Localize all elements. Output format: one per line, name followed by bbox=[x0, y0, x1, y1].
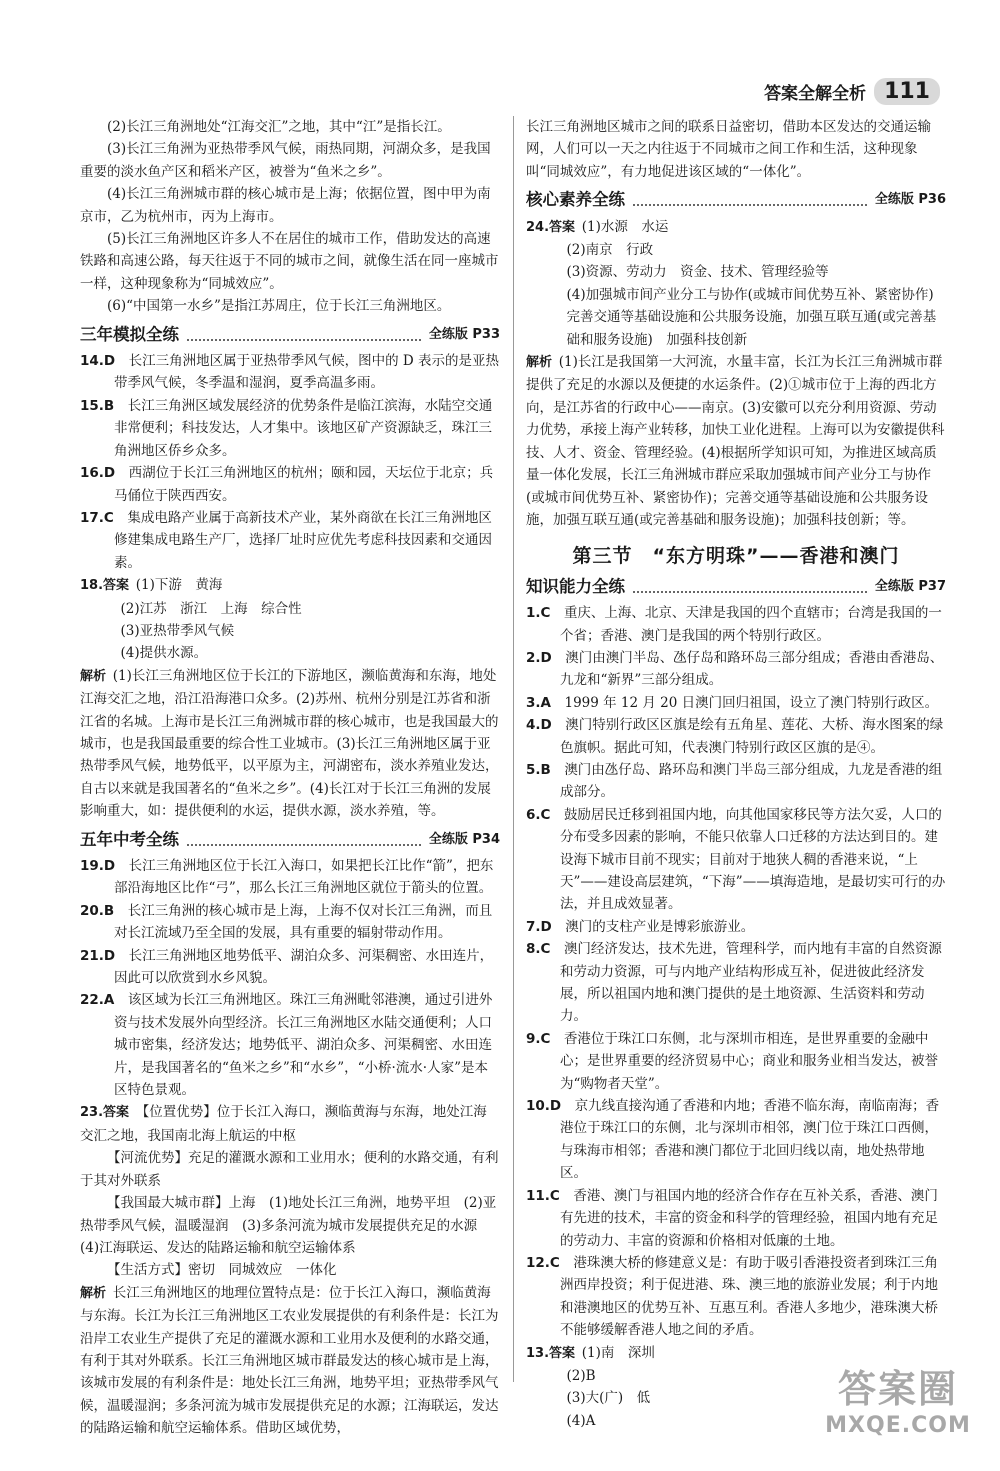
item-number: 5.B bbox=[526, 761, 551, 778]
paragraph: (2)长江三角洲地处“江海交汇”之地，其中“江”是指长江。 bbox=[107, 119, 451, 135]
item-text: 鼓励居民迁移到祖国内地，向其他国家移民等方法欠妥，人口的分布受多因素的影响，不能只依靠人口迁移的方法达到目的。建设海下城市目前不现实；目前对于地狭人稠的香港来说，“上天”——建设高层建筑，“下海”——填海造地，是最切实可行的办法，并且成效显著。 bbox=[560, 806, 946, 913]
item-number: 10.D bbox=[526, 1098, 562, 1115]
answer-item bbox=[80, 350, 500, 395]
answer-item bbox=[526, 916, 946, 938]
item-text: 京九线直接沟通了香港和内地；香港不临东海，南临南海；香港位于珠江口的东侧，北与深圳市相邻，澳门位于珠江口西侧，与珠海市相邻；香港和澳门都位于北回归线以南，地处热带地区。 bbox=[560, 1098, 940, 1182]
answer-item bbox=[526, 759, 946, 804]
answer-label: 13.答案 bbox=[526, 1345, 576, 1361]
left-column bbox=[80, 116, 500, 1440]
item-text: 长江三角洲地区属于亚热带季风气候，图中的 D 表示的是亚热带季风气候，冬季温和湿润，夏季高温多雨。 bbox=[114, 353, 500, 392]
answer-item bbox=[526, 692, 946, 714]
answer-label: 18.答案 bbox=[80, 578, 130, 594]
item-text: 该区域为长江三角洲地区。珠江三角洲毗邻港澳，通过引进外资与技术发展外向型经济。长江三角洲地区水陆交通便利；人口城市密集，经济发达；地势低平、湖泊众多、河渠稠密、水田连片，是我国著名的“鱼米之乡”和“水乡”，“小桥·流水·人家”是本区特色景观。 bbox=[114, 992, 493, 1099]
dotted-leader bbox=[633, 581, 867, 593]
watermark-text: 答案圈 bbox=[837, 1367, 958, 1411]
dotted-leader bbox=[187, 329, 421, 341]
answer-item bbox=[526, 1095, 946, 1185]
answer-item bbox=[80, 395, 500, 462]
answer-item bbox=[80, 900, 500, 945]
section-title: 五年中考全练 bbox=[80, 829, 179, 849]
answer-item bbox=[80, 989, 500, 1101]
item-number: 1.C bbox=[526, 605, 551, 622]
item-number: 8.C bbox=[526, 941, 551, 958]
item-text: 香港位于珠江口东侧，北与深圳市相连，是世界重要的金融中心；是世界重要的经济贸易中心；商业和服务业相当发达，被誉为“购物者天堂”。 bbox=[560, 1030, 938, 1092]
answer-subitem: (3)亚热带季风气候 bbox=[120, 622, 235, 639]
explanation-block bbox=[80, 1282, 500, 1440]
item-text: 澳门经济发达，技术先进，管理科学，而内地有丰富的自然资源和劳动力资源，可与内地产业结构形成互补，促进彼此经济发展，所以祖国内地和澳门提供的是土地资源、生活资料和劳动力。 bbox=[560, 941, 942, 1025]
watermark-url: MXQE.COM bbox=[825, 1413, 971, 1438]
block-text: (1)水源 水运 bbox=[581, 218, 669, 235]
watermark-logo bbox=[818, 1365, 978, 1451]
paragraph: 【河流优势】充足的灌溉水源和工业用水；便利的水路交通，有利于其对外联系 bbox=[80, 1150, 499, 1189]
section-title: 知识能力全练 bbox=[526, 576, 625, 596]
answer-item bbox=[80, 855, 500, 900]
item-text: 澳门特别行政区区旗是绘有五角星、莲花、大桥、海水图案的绿色旗帜。据此可知，代表澳门特别行政区区旗的是④。 bbox=[560, 717, 944, 756]
block-text: (1)南 深圳 bbox=[581, 1344, 655, 1361]
explanation-block bbox=[526, 351, 946, 531]
item-number: 20.B bbox=[80, 902, 115, 919]
item-number: 17.C bbox=[80, 509, 114, 526]
section-page-ref: 全练版 P37 bbox=[874, 578, 946, 594]
right-column bbox=[526, 116, 946, 1432]
section-header bbox=[526, 576, 946, 598]
item-text: 香港、澳门与祖国内地的经济合作存在互补关系，香港、澳门有先进的技术，丰富的资金和科学的管理经验，祖国内地有充足的劳动力、丰富的资源和价格相对低廉的土地。 bbox=[560, 1187, 938, 1249]
item-text: 港珠澳大桥的修建意义是：有助于吸引香港投资者到珠江三角洲西岸投资；利于促进港、珠、澳三地的旅游业发展；利于内地和港澳地区的优势互补、互惠互利。香港人多地少，港珠澳大桥不能够缓解香港人地之间的矛盾。 bbox=[560, 1254, 938, 1339]
item-number: 19.D bbox=[80, 858, 116, 874]
section-title: 三年模拟全练 bbox=[80, 324, 179, 344]
column-divider bbox=[513, 116, 514, 1382]
item-number: 4.D bbox=[526, 717, 552, 734]
item-text: 澳门的支柱产业是博彩旅游业。 bbox=[565, 918, 755, 935]
item-number: 9.C bbox=[526, 1030, 551, 1047]
item-number: 14.D bbox=[80, 353, 116, 370]
item-text: 长江三角洲的核心城市是上海，上海不仅对长江三角洲，而且对长江流域乃至全国的发展，具有重要的辐射带动作用。 bbox=[114, 902, 493, 942]
section-page-ref: 全练版 P36 bbox=[874, 192, 946, 208]
section-header bbox=[80, 324, 500, 346]
answer-item bbox=[526, 1185, 946, 1252]
explanation-label: 解析 bbox=[80, 668, 107, 684]
section-header bbox=[80, 829, 500, 851]
answer-item bbox=[80, 507, 500, 574]
item-text: 集成电路产业属于高新技术产业，某外商欲在长江三角洲地区修建集成电路生产厂，选择厂址时应优先考虑科技因素和交通因素。 bbox=[114, 509, 492, 571]
paragraph: 【我国最大城市群】上海 (1)地处长江三角洲，地势平坦 (2)亚热带季风气候，温暖湿润 (3)多条河流为城市发展提供充足的水源 (4)江海联运、发达的陆路运输和航空运输体系 bbox=[80, 1195, 497, 1256]
dotted-leader bbox=[633, 194, 867, 206]
block-text: 【位置优势】位于长江入海口，濒临黄海与东海，地处江海交汇之地，我国南北海上航运的中枢 bbox=[80, 1104, 487, 1144]
answer-item bbox=[80, 945, 500, 990]
answer-block bbox=[80, 574, 500, 597]
answer-subitem: (4)A bbox=[566, 1412, 596, 1429]
block-text: 长江三角洲地区的地理位置特点是：位于长江入海口，濒临黄海与东海。长江为长江三角洲地区工农业发展提供的有利条件是：长江为沿岸工农业生产提供了充足的灌溉水源和工业用水及便利的水路交通，有利于其对外联系。长江三角洲地区城市群最发达的核心城市是上海，该城市发展的有利条件是：地处长江三角洲，地势平坦；亚热带季风气候，温暖湿润；多条河流为城市发展提供充足的水源；江海联运，发达的陆路运输和航空运输体系。借助区域优势， bbox=[80, 1284, 499, 1437]
answer-subitem: (3)大(广) 低 bbox=[566, 1390, 651, 1407]
answer-item bbox=[526, 1252, 946, 1342]
answer-label: 23.答案 bbox=[80, 1105, 130, 1121]
answer-subitem: (2)江苏 浙江 上海 综合性 bbox=[120, 600, 302, 617]
item-text: 长江三角洲地区地势低平、湖泊众多、河渠稠密、水田连片，因此可以欣赏到水乡风貌。 bbox=[114, 947, 494, 987]
answer-subitem: (2)B bbox=[566, 1367, 596, 1384]
answer-item bbox=[526, 1028, 946, 1095]
section-page-ref: 全练版 P34 bbox=[428, 831, 500, 847]
paragraph: (3)长江三角洲为亚热带季风气候，雨热同期，河湖众多，是我国重要的淡水鱼产区和稻米产区，被誉为“鱼米之乡”。 bbox=[80, 141, 491, 180]
answer-block bbox=[526, 1342, 946, 1365]
answer-subitem: (2)南京 行政 bbox=[566, 242, 654, 259]
dotted-leader bbox=[187, 834, 421, 846]
block-text: (1)长江三角洲地区位于长江的下游地区，濒临黄海和东海，地处江海交汇之地，沿江沿海港口众多。(2)苏州、杭州分别是江苏省和浙江省的名城。上海市是长江三角洲城市群的核心城市，也是我国最大的城市，也是我国最重要的综合性工业城市。(3)长江三角洲地区属于亚热带季风气候，地势低平，以平原为主，河湖密布，淡水养殖业发达，自古以来就是我国著名的“鱼米之乡”。(4)长江对于长江三角洲的发展影响重大，如：提供便利的水运，提供水源，淡水养殖，等。 bbox=[80, 667, 499, 820]
answer-label: 24.答案 bbox=[526, 219, 576, 235]
answer-subitem: (3)资源、劳动力 资金、技术、管理经验等 bbox=[566, 264, 829, 281]
item-text: 长江三角洲地区位于长江入海口，如果把长江比作“箭”，把东部沿海地区比作“弓”，那么长江三角洲地区就位于箭头的位置。 bbox=[114, 858, 494, 897]
page-number: 111 bbox=[874, 78, 940, 105]
explanation-label: 解析 bbox=[80, 1285, 107, 1301]
explanation-block bbox=[80, 665, 500, 823]
block-text: (1)下游 黄海 bbox=[135, 577, 223, 594]
chapter-title: 第三节 “东方明珠”——香港和澳门 bbox=[572, 545, 900, 568]
item-text: 重庆、上海、北京、天津是我国的四个直辖市；台湾是我国的一个省；香港、澳门是我国的两个特别行政区。 bbox=[560, 605, 942, 644]
answer-item bbox=[526, 938, 946, 1028]
paragraph: 【生活方式】密切 同城效应 一体化 bbox=[107, 1262, 337, 1279]
item-number: 2.D bbox=[526, 649, 552, 666]
paragraph: (4)长江三角洲城市群的核心城市是上海；依据位置，图中甲为南京市，乙为杭州市，丙为上海市。 bbox=[80, 186, 491, 225]
item-text: 1999 年 12 月 20 日澳门回归祖国，设立了澳门特别行政区。 bbox=[564, 694, 939, 711]
item-text: 澳门由氹仔岛、路环岛和澳门半岛三部分组成，九龙是香港的组成部分。 bbox=[560, 761, 943, 801]
item-number: 6.C bbox=[526, 806, 551, 823]
paragraph: (5)长江三角洲地区许多人不在居住的城市工作，借助发达的高速铁路和高速公路，每天往返于不同的城市之间，就像生活在同一座城市一样，这种现象称为“同城效应”。 bbox=[80, 231, 499, 292]
answer-item bbox=[526, 602, 946, 647]
paragraph: (6)“中国第一水乡”是指江苏周庄，位于长江三角洲地区。 bbox=[107, 298, 451, 315]
item-text: 西湖位于长江三角洲地区的杭州；颐和园，天坛位于北京；兵马俑位于陕西西安。 bbox=[114, 465, 494, 504]
item-text: 澳门由澳门半岛、氹仔岛和路环岛三部分组成；香港由香港岛、九龙和“新界”三部分组成。 bbox=[560, 649, 944, 689]
item-number: 12.C bbox=[526, 1254, 560, 1271]
header-title: 答案全解全析 bbox=[764, 84, 867, 104]
item-number: 7.D bbox=[526, 918, 552, 935]
block-text: (1)长江是我国第一大河流，水量丰富，长江为长江三角洲城市群提供了充足的水源以及便捷的水运条件。(2)①城市位于上海的西北方向，是江苏省的行政中心——南京。(3)安徽可以充分利用资源、劳动力优势，承接上海产业转移，加快工业化进程。上海可以为安徽提供科技、人才、资金、管理经验。(4)根据所学知识可知，为推进区域高质量一体化发展，长江三角洲城市群应采取加强城市间产业分工与协作(或城市间优势互补、紧密协作)；完善交通等基础设施和公共服务设施，加强互联互通(或完善基础和服务设施)；加强科技创新；等。 bbox=[526, 354, 945, 528]
item-number: 15.B bbox=[80, 397, 115, 414]
item-number: 22.A bbox=[80, 992, 115, 1009]
answer-subitem: (4)提供水源。 bbox=[120, 645, 208, 662]
page-header bbox=[764, 78, 940, 105]
explanation-label: 解析 bbox=[526, 355, 553, 371]
section-title: 核心素养全练 bbox=[526, 190, 625, 210]
paragraph: 长江三角洲地区城市之间的联系日益密切，借助本区发达的交通运输网，人们可以一天之内往返于不同城市之间工作和生活，这种现象叫“同城效应”，有力地促进该区域的“一体化”。 bbox=[526, 119, 931, 180]
answer-item bbox=[526, 714, 946, 759]
answer-item bbox=[526, 804, 946, 916]
answer-block bbox=[526, 216, 946, 239]
item-text: 长江三角洲区域发展经济的优势条件是临江滨海，水陆空交通非常便利；科技发达，人才集中。该地区矿产资源缺乏，珠江三角洲地区侨乡众多。 bbox=[114, 397, 493, 459]
answer-subitem: (4)加强城市间产业分工与协作(或城市间优势互补、紧密协作) 完善交通等基础设施和公共服务设施，加强互联互通(或完善基础和服务设施) 加强科技创新 bbox=[566, 286, 948, 348]
item-number: 3.A bbox=[526, 694, 551, 711]
answer-item bbox=[80, 462, 500, 507]
section-header bbox=[526, 189, 946, 211]
answer-block bbox=[80, 1101, 500, 1147]
item-number: 11.C bbox=[526, 1187, 560, 1204]
item-number: 21.D bbox=[80, 947, 116, 964]
answer-item bbox=[526, 647, 946, 692]
section-page-ref: 全练版 P33 bbox=[428, 326, 500, 342]
item-number: 16.D bbox=[80, 465, 116, 482]
